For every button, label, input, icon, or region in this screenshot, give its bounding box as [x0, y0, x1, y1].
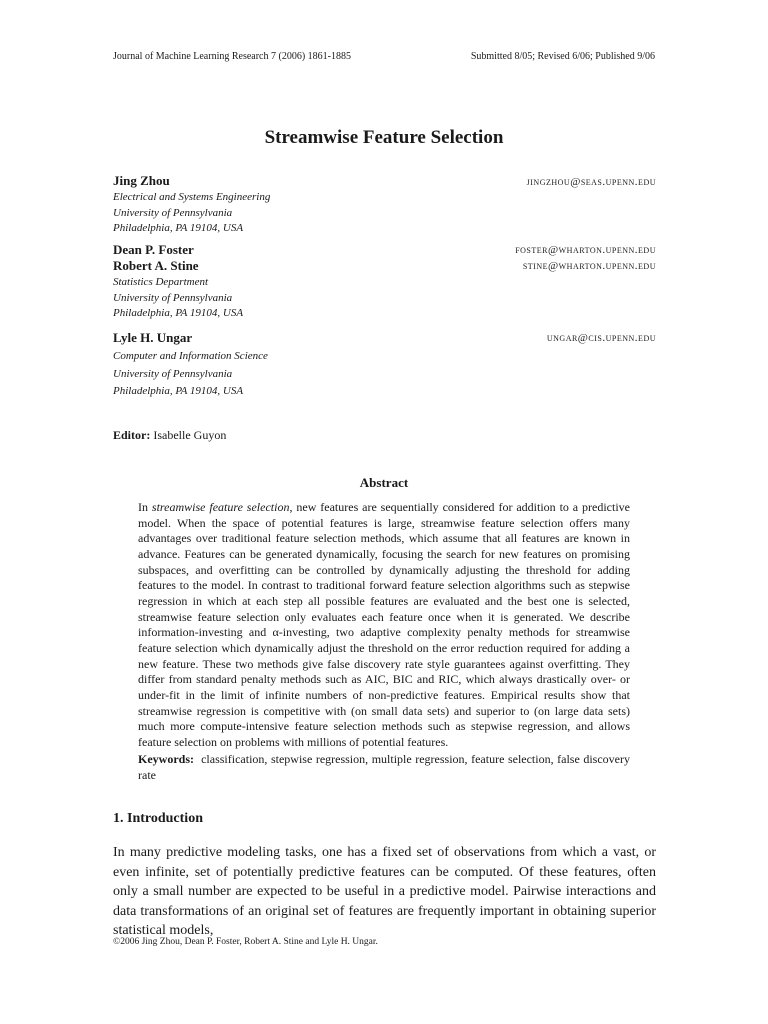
abstract-body: [138, 500, 630, 751]
affiliation-line: Philadelphia, PA 19104, USA: [113, 385, 244, 398]
author-email-zhou: jingzhou@seas.upenn.edu: [526, 176, 656, 188]
affiliation-line: University of Pennsylvania: [113, 367, 233, 380]
author-name-foster: Dean P. Foster: [113, 242, 194, 257]
author-affiliation-ungar: [113, 349, 268, 400]
affiliation-line: Electrical and Systems Engineering: [113, 191, 271, 203]
journal-citation: Journal of Machine Learning Research 7 (2006) 1861-1885: [113, 51, 351, 62]
author-email-stine: stine@wharton.upenn.edu: [522, 260, 656, 272]
abstract-heading: Abstract: [359, 475, 409, 490]
affiliation-line: Computer and Information Science: [113, 350, 268, 362]
submission-dates: Submitted 8/05; Revised 6/06; Published 9/06: [470, 51, 655, 62]
editor-line: [113, 428, 226, 443]
author-affiliation-stine: [113, 275, 243, 322]
keywords-label: Keywords:: [138, 752, 194, 766]
editor-name: Isabelle Guyon: [153, 428, 227, 442]
abstract-lead: In: [138, 500, 152, 514]
introduction-body: In many predictive modeling tasks, one has a fixed set of observations from which a vast, or even infinite, set of potentially predictive features can be computed. Of these features, often only a small number are expected to be useful in a predictive model. Pairwise interactions and data transformations of an original set of features are frequently important in obtaining superior statistical models,: [113, 845, 656, 938]
abstract-text: , new features are sequentially considered for addition to a predictive model. When the space of potential features is large, streamwise feature selection offers many advantages over traditional feature selection methods, which assume that all features are known in advance. Features can be generated dynamically, focusing the search for new features on promising subspaces, and overfitting can be controlled by dynamically adjusting the threshold for adding features to the model. In contrast to traditional forward feature selection algorithms such as stepwise regression in which at each step all possible features are evaluated and the best one is selected, streamwise feature selection only evaluates each feature once when it is generated. We describe information-investing and α-investing, two adaptive complexity penalty methods for streamwise feature selection which dynamically adjust the threshold on the error reduction required for adding a new feature. These two methods give false discovery rate style guarantees against overfitting. They differ from standard penalty methods such as AIC, BIC and RIC, which always drastically over- or under-fit in the limit of infinite numbers of non-predictive features. Empirical results show that streamwise regression is competitive with (on small data sets) and superior to (on large data sets) much more compute-intensive feature selection methods such as stepwise regression, and allows feature selection on problems with millions of potential features.: [138, 500, 631, 749]
affiliation-line: Statistics Department: [113, 276, 209, 288]
author-affiliation-zhou: [113, 190, 270, 237]
author-email-ungar: ungar@cis.upenn.edu: [546, 332, 656, 344]
paper-title: Streamwise Feature Selection: [264, 127, 504, 148]
section-heading-introduction: 1. Introduction: [113, 811, 203, 826]
affiliation-line: Philadelphia, PA 19104, USA: [113, 307, 244, 320]
affiliation-line: University of Pennsylvania: [113, 291, 233, 304]
author-name-stine: Robert A. Stine: [113, 258, 199, 273]
affiliation-line: University of Pennsylvania: [113, 206, 233, 219]
copyright-notice: ©2006 Jing Zhou, Dean P. Foster, Robert A. Stine and Lyle H. Ungar.: [113, 937, 378, 947]
author-name-zhou: Jing Zhou: [113, 173, 170, 188]
keywords-text: classification, stepwise regression, multiple regression, feature selection, false discovery rate: [138, 752, 630, 782]
editor-label: Editor:: [113, 428, 151, 442]
keywords: [138, 752, 630, 783]
affiliation-line: Philadelphia, PA 19104, USA: [113, 222, 244, 235]
abstract-emphasis: streamwise feature selection: [151, 500, 290, 514]
author-email-foster: foster@wharton.upenn.edu: [515, 244, 656, 256]
author-name-ungar: Lyle H. Ungar: [113, 330, 193, 345]
